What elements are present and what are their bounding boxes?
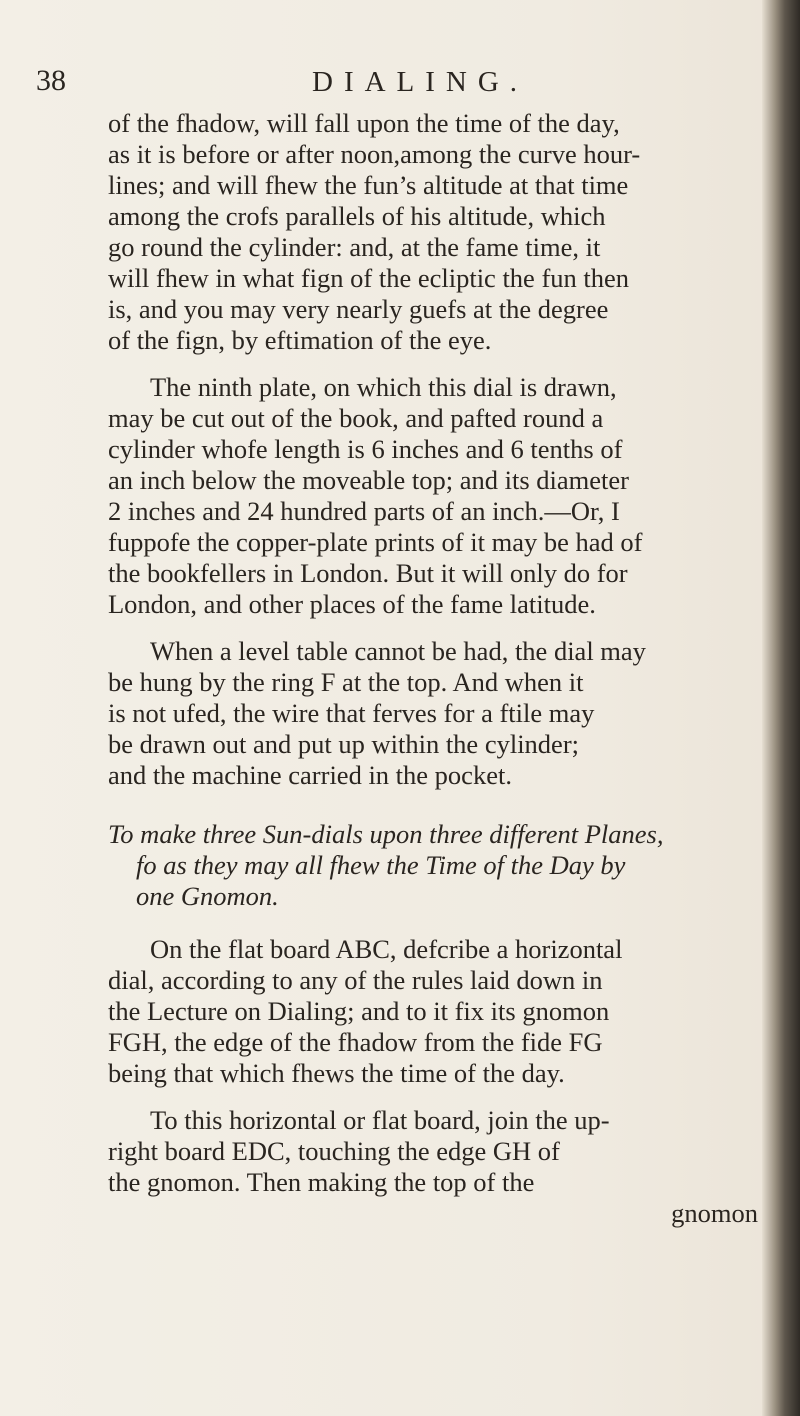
text-line: the bookfellers in London. But it will only do for — [108, 558, 628, 588]
text-line: dial, according to any of the rules laid down in — [108, 965, 603, 995]
text-line: of the fhadow, will fall upon the time of the day, — [108, 108, 620, 138]
heading-line: fo as they may all fhew the Time of the Day by — [136, 850, 626, 880]
paragraph-3 — [108, 636, 758, 791]
text-line: fuppofe the copper-plate prints of it may be had of — [108, 527, 643, 557]
text-line: as it is before or after noon,among the curve hour- — [108, 139, 641, 169]
paragraph-1 — [108, 108, 758, 356]
text-line: lines; and will fhew the fun’s altitude at that time — [108, 170, 629, 200]
text-line: among the crofs parallels of his altitude, which — [108, 201, 606, 231]
text-line: is, and you may very nearly guefs at the degree — [108, 294, 609, 324]
text-line: is not ufed, the wire that ferves for a ftile may — [108, 698, 595, 728]
text-line: London, and other places of the fame latitude. — [108, 589, 596, 619]
heading-line: To make three Sun-dials upon three different Planes, — [108, 819, 664, 849]
text-line: right board EDC, touching the edge GH of — [108, 1136, 560, 1166]
running-head: DIALING. — [312, 66, 529, 98]
text-line: an inch below the moveable top; and its diameter — [108, 465, 630, 495]
text-line: of the fign, by eftimation of the eye. — [108, 325, 492, 355]
text-line: When a level table cannot be had, the dial may — [150, 636, 646, 666]
text-line: being that which fhews the time of the day. — [108, 1058, 565, 1088]
text-line: go round the cylinder: and, at the fame time, it — [108, 232, 601, 262]
text-line: FGH, the edge of the fhadow from the fide FG — [108, 1027, 603, 1057]
text-line: the Lecture on Dialing; and to it fix its gnomon — [108, 996, 610, 1026]
text-line: may be cut out of the book, and pafted round a — [108, 403, 604, 433]
text-line: On the flat board ABC, defcribe a horizontal — [150, 934, 623, 964]
text-line: will fhew in what fign of the ecliptic the fun then — [108, 263, 630, 293]
section-heading — [108, 819, 758, 912]
heading-line: one Gnomon. — [136, 881, 279, 911]
text-line: be drawn out and put up within the cylinder; — [108, 729, 580, 759]
paragraph-4 — [108, 934, 758, 1089]
text-line: be hung by the ring F at the top. And when it — [108, 667, 584, 697]
page-number: 38 — [36, 64, 66, 97]
text-line: cylinder whofe length is 6 inches and 6 tenths of — [108, 434, 623, 464]
text-line: the gnomon. Then making the top of the — [108, 1167, 535, 1197]
page-edge-shadow — [762, 0, 800, 1416]
catchword: gnomon — [671, 1198, 758, 1228]
text-line: The ninth plate, on which this dial is drawn, — [150, 372, 617, 402]
text-line: To this horizontal or flat board, join the up- — [150, 1105, 610, 1135]
text-line: 2 inches and 24 hundred parts of an inch.—Or, I — [108, 496, 620, 526]
body-text — [108, 108, 758, 1229]
text-line: and the machine carried in the pocket. — [108, 760, 512, 790]
paragraph-5 — [108, 1105, 758, 1229]
paragraph-2 — [108, 372, 758, 620]
